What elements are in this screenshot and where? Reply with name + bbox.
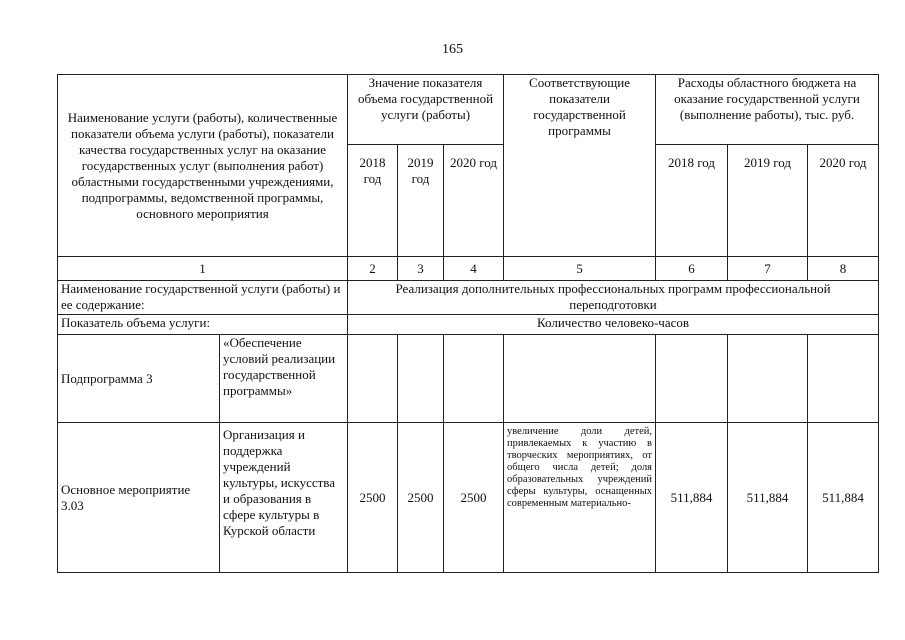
column-number-4: 4 — [444, 257, 504, 281]
column-number-6: 6 — [656, 257, 728, 281]
main-event-expense-2019: 511,884 — [728, 423, 808, 573]
column-number-3: 3 — [398, 257, 444, 281]
column-number-7: 7 — [728, 257, 808, 281]
main-event-value-2018: 2500 — [348, 423, 398, 573]
header-value-group: Значение показателя объема государственной услуги (работы) — [348, 75, 504, 145]
header-expenses-group: Расходы областного бюджета на оказание государственной услуги (выполнение работы), тыс. руб. — [656, 75, 879, 145]
header-value-year-2018: 2018 год — [348, 145, 398, 257]
budget-table — [57, 74, 879, 573]
header-expense-year-2020: 2020 год — [808, 145, 879, 257]
subprogram-empty-cell — [728, 335, 808, 423]
column-number-5: 5 — [504, 257, 656, 281]
header-value-year-2020: 2020 год — [444, 145, 504, 257]
subprogram-empty-cell — [504, 335, 656, 423]
subprogram-label: Подпрограмма 3 — [58, 335, 220, 423]
main-event-expense-2020: 511,884 — [808, 423, 879, 573]
column-number-8: 8 — [808, 257, 879, 281]
main-event-expense-2018: 511,884 — [656, 423, 728, 573]
subprogram-empty-cell — [348, 335, 398, 423]
header-value-year-2019: 2019 год — [398, 145, 444, 257]
subprogram-empty-cell — [444, 335, 504, 423]
header-programs-column: Соответствующие показатели государственной программы — [504, 75, 656, 257]
subprogram-empty-cell — [398, 335, 444, 423]
service-name-label: Наименование государственной услуги (работы) и ее содержание: — [58, 281, 348, 315]
column-number-1: 1 — [58, 257, 348, 281]
header-expense-year-2019: 2019 год — [728, 145, 808, 257]
header-expense-year-2018: 2018 год — [656, 145, 728, 257]
subprogram-empty-cell — [656, 335, 728, 423]
subprogram-name: «Обеспечение условий реализации государственной программы» — [220, 335, 348, 423]
volume-indicator-value: Количество человеко-часов — [348, 315, 879, 335]
main-event-name: Организация и поддержка учреждений культуры, искусства и образования в сфере культуры в Курской области — [220, 423, 348, 573]
main-event-value-2019: 2500 — [398, 423, 444, 573]
subprogram-empty-cell — [808, 335, 879, 423]
service-name-value: Реализация дополнительных профессиональных программ профессиональной переподготовки — [348, 281, 879, 315]
column-number-2: 2 — [348, 257, 398, 281]
header-name-column: Наименование услуги (работы), количественные показатели объема услуги (работы), показатели качества государственных услуг на оказание государственных услуг (выполнения работ) областными государственными учреждениями, подпрограммы, ведомственной программы, основного мероприятия — [58, 75, 348, 257]
volume-indicator-label: Показатель объема услуги: — [58, 315, 348, 335]
main-event-label: Основное мероприятие 3.03 — [58, 423, 220, 573]
main-event-value-2020: 2500 — [444, 423, 504, 573]
main-event-indicators: увеличение доли детей, привлекаемых к участию в творческих мероприятиях, от общего числа детей; доля образовательных учреждений сферы культуры, оснащенных современным материально- — [504, 423, 656, 573]
page-number: 165 — [442, 42, 463, 57]
